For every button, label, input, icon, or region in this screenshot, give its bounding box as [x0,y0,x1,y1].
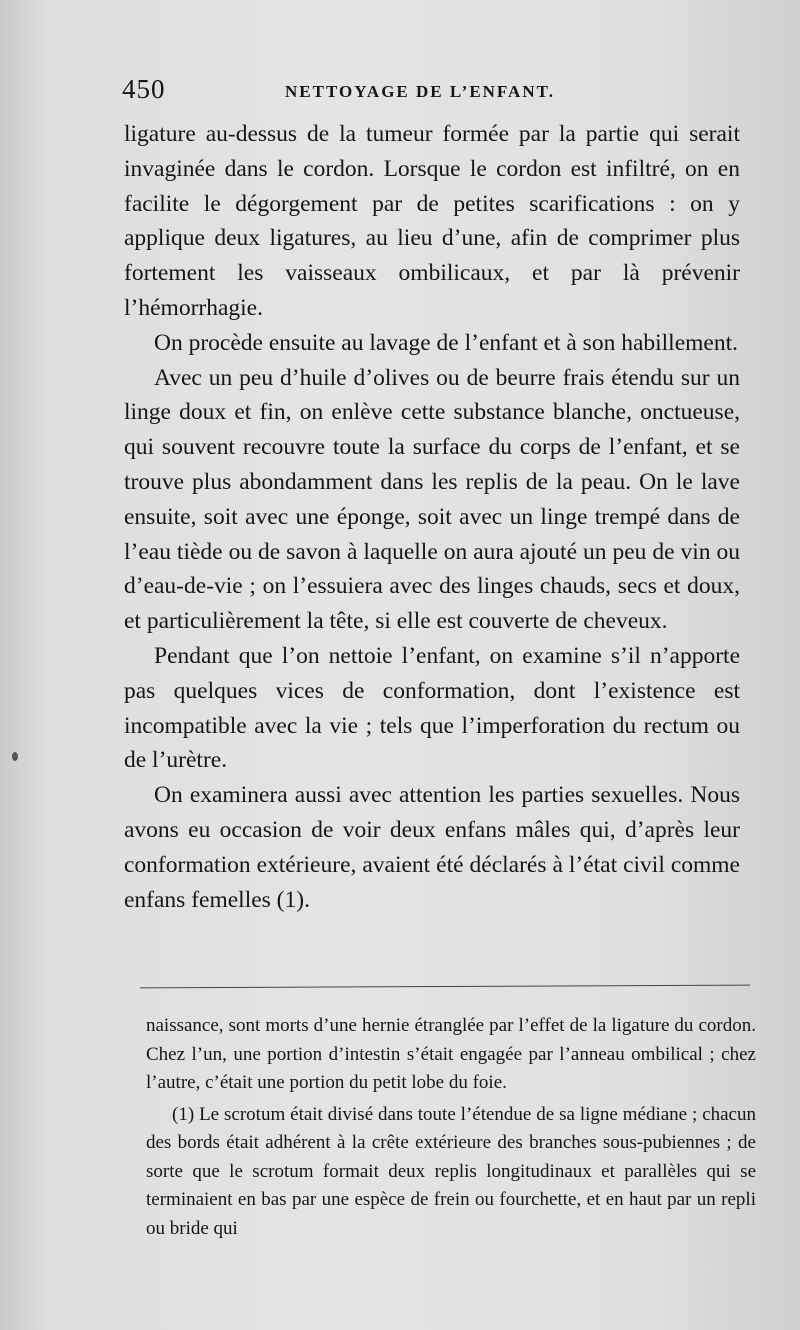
page-header [122,74,742,114]
paragraph-1: ligature au-dessus de la tumeur formée par la partie qui serait invaginée dans le cordon. Lorsque le cordon est infiltré, on en facilite le dégorgement par de petites scarifications : on y applique deux ligatures, au lieu d’une, afin de comprimer plus fortement les vaisseaux ombilicaux, et par là prévenir l’hémorrhagie. [124,121,740,321]
ink-speck [12,752,18,761]
paragraph-5: On examinera aussi avec attention les parties sexuelles. Nous avons eu occasion de voir deux enfans mâles qui, d’après leur conformation extérieure, avaient été déclarés à l’état civil comme enfans femelles (1). [124,782,740,913]
body-text [124,117,740,917]
footnote-1: (1) Le scrotum était divisé dans toute l’étendue de sa ligne médiane ; chacun des bords était adhérent à la crête extérieure des branches sous-pubiennes ; de sorte que le scrotum formait deux replis longitudinaux et parallèles qui se terminaient en bas par une espèce de frein ou fourchette, et en haut par un repli ou bride qui [146,1103,756,1239]
paragraph-2: On procède ensuite au lavage de l’enfant et à son habillement. [154,329,739,356]
page-number: 450 [122,74,166,104]
paragraph-3: Avec un peu d’huile d’olives ou de beurre frais étendu sur un linge doux et fin, on enlève cette substance blanche, onctueuse, qui souvent recouvre toute la surface du corps de l’enfant, et se trouve plus abondamment dans les replis de la peau. On le lave ensuite, soit avec une éponge, soit avec un linge trempé dans de l’eau tiède ou de savon à laquelle on aura ajouté un peu de vin ou d’eau-de-vie ; on l’essuiera avec des linges chauds, secs et doux, et particulièrement la tête, si elle est couverte de cheveux. [124,364,740,635]
running-title: NETTOYAGE DE L’ENFANT. [285,82,555,101]
footnote-continuation: naissance, sont morts d’une hernie étranglée par l’effet de la ligature du cordon. Chez l’un, une portion d’intestin s’était engagée par l’anneau ombilical ; chez l’autre, c’était une portion du petit lobe du foie. [146,1015,756,1093]
footnote-divider [140,985,750,989]
footnotes [146,1012,756,1243]
paragraph-4: Pendant que l’on nettoie l’enfant, on examine s’il n’apporte pas quelques vices de conformation, dont l’existence est incompatible avec la vie ; tels que l’imperforation du rectum ou de l’urètre. [124,642,740,774]
